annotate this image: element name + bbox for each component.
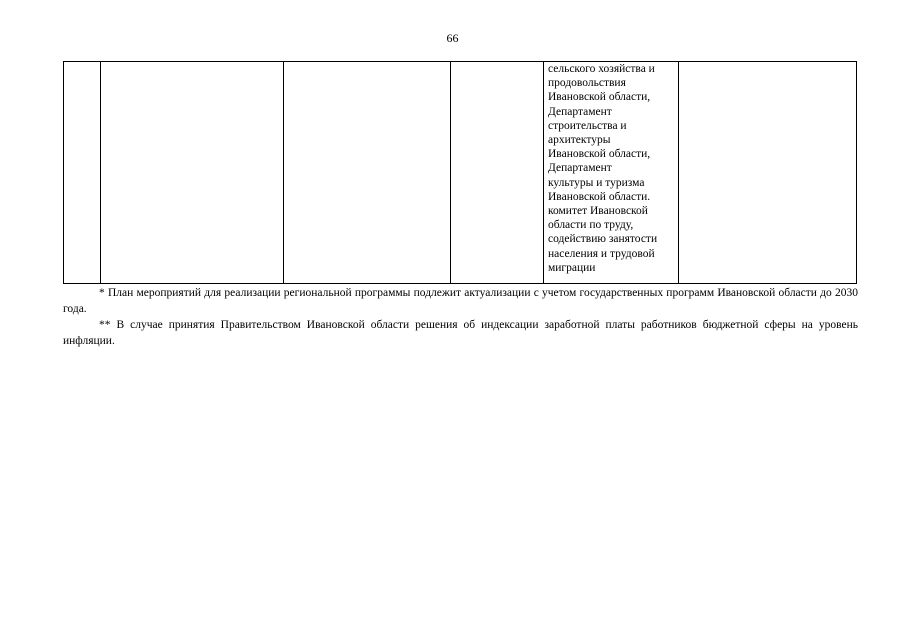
table-row (64, 62, 857, 284)
responsible-line: области по труду, (548, 219, 634, 232)
responsible-line: Департамент (548, 105, 612, 118)
responsible-line: Ивановской области. (548, 190, 651, 203)
table-cell-number (64, 62, 101, 284)
responsible-line: Департамент (548, 162, 612, 175)
responsible-line: населения и трудовой (548, 247, 655, 260)
responsible-line: строительства и (548, 119, 627, 132)
table-cell-notes (679, 62, 857, 284)
table-cell-activity (101, 62, 284, 284)
footnote-plan-update: * План мероприятий для реализации региональной программы подлежит актуализации с учетом государственных программ Ивановской области до 2030 года. (63, 287, 858, 315)
responsible-line: комитет Ивановской (548, 205, 648, 218)
page-number: 66 (446, 31, 459, 45)
responsible-line: содействию занятости (548, 233, 658, 246)
footnotes (63, 285, 858, 349)
responsible-line: продовольствия (548, 77, 626, 90)
responsible-line: Ивановской области, (548, 148, 651, 161)
table-cell-responsible (544, 62, 679, 284)
footnote-salary-indexation: ** В случае принятия Правительством Ивановской области решения об индексации заработной платы работников бюджетной сферы на уровень инфляции. (63, 319, 858, 347)
responsible-line: Ивановской области, (548, 91, 651, 104)
table-cell-deadline (451, 62, 544, 284)
responsible-line: архитектуры (548, 134, 611, 147)
responsible-line: культуры и туризма (548, 176, 645, 189)
responsible-line: миграции (548, 261, 596, 274)
table-cell-result (284, 62, 451, 284)
responsible-line: сельского хозяйства и (548, 63, 655, 75)
continuation-table (63, 61, 857, 284)
